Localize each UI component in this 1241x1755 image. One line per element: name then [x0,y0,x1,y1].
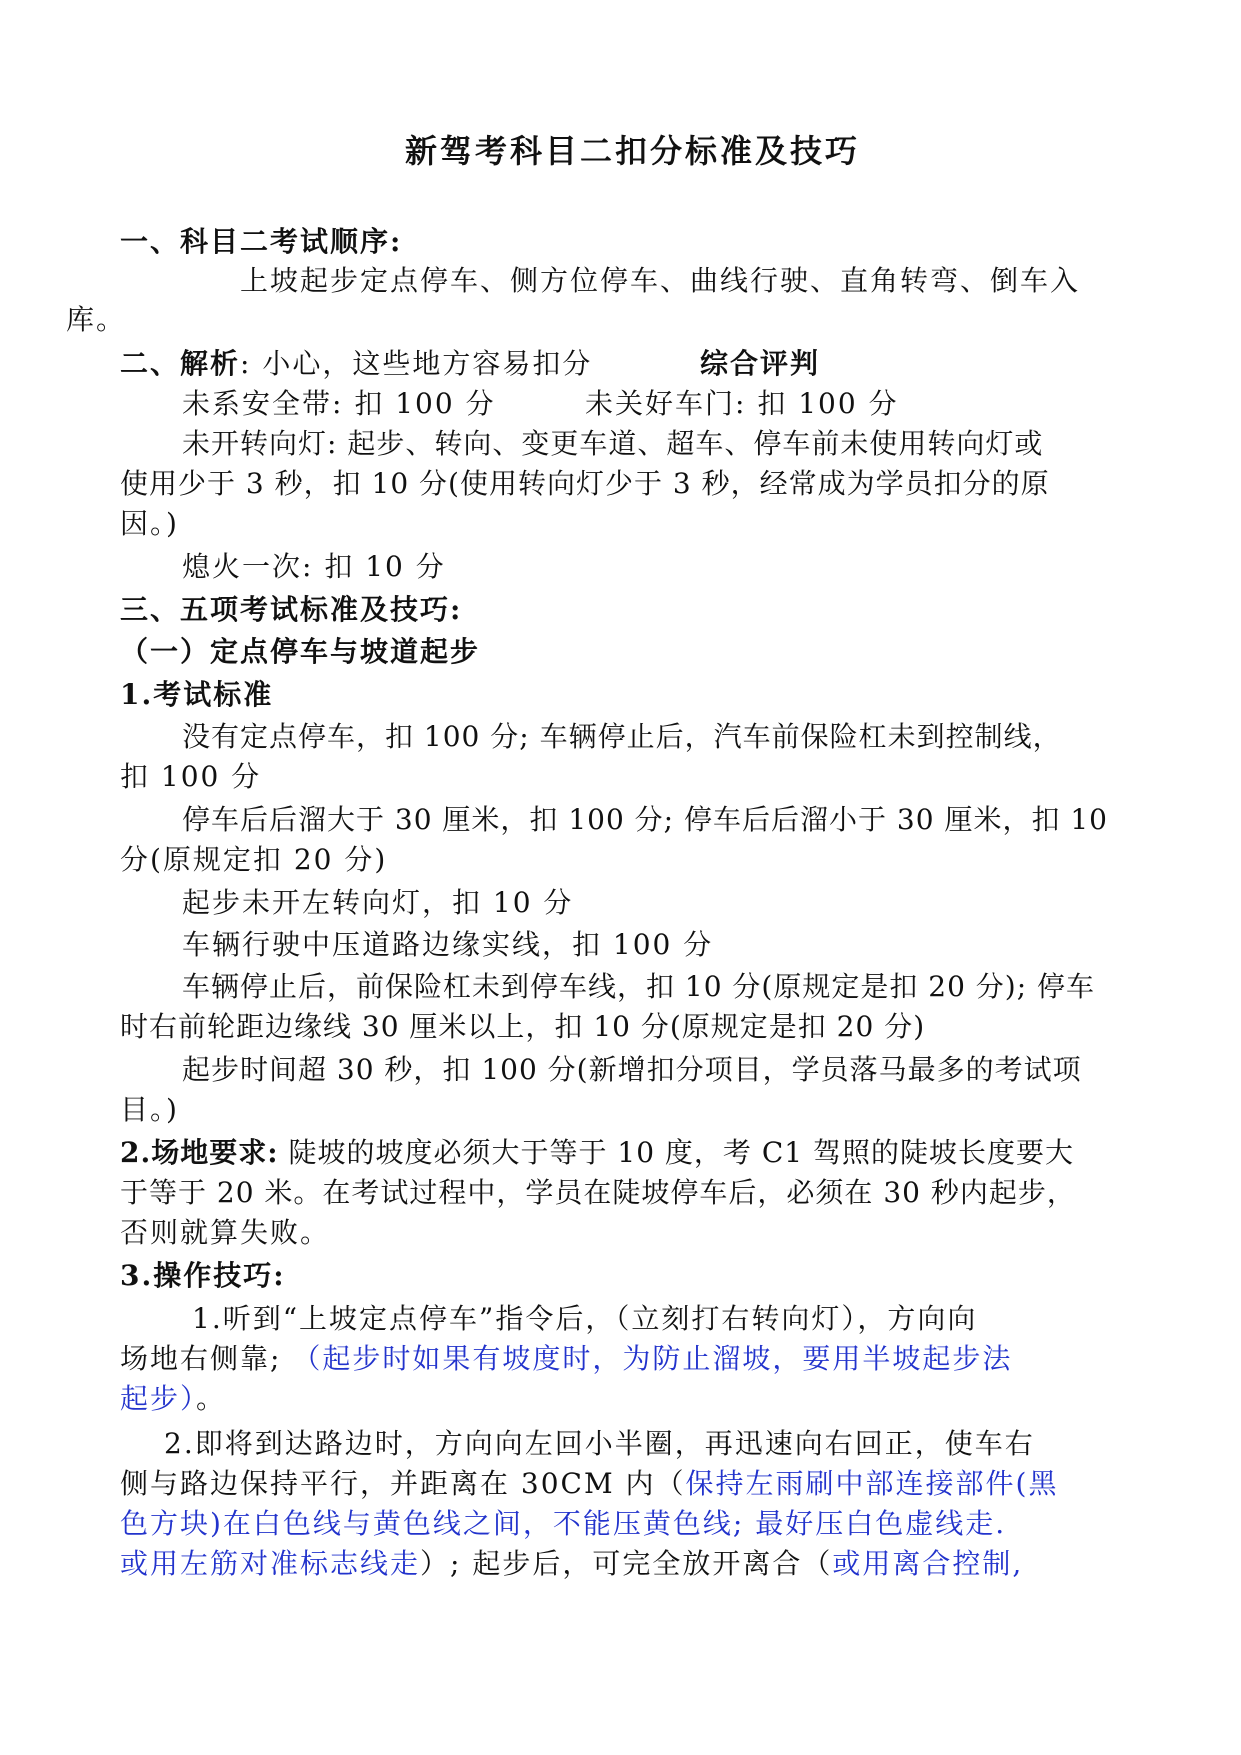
tip-2-highlight-cont: 色方块)在白色线与黄色线之间，不能压黄色线; 最好压白色虚线走. [120,1507,1007,1540]
section-3-heading: 三、五项考试标准及技巧: [120,593,463,626]
tip-1-highlight: （起步时如果有坡度时，为防止溜坡，要用半坡起步法 [292,1342,1013,1375]
tip-1-end [120,1379,226,1419]
page-title: 新驾考科目二扣分标准及技巧 [405,132,861,170]
section-1-heading: 一、科目二考试顺序: [120,225,403,258]
standard-item-1: 没有定点停车，扣 100 分; 车辆停止后，汽车前保险杠未到控制线， [182,720,1062,753]
tips-heading: 3.操作技巧: [120,1259,286,1292]
rule-door: 未关好车门: 扣 100 分 [585,387,899,420]
tip-2-highlight-b: 或用离合控制, [832,1547,1024,1580]
tip-2-text: 侧与路边保持平行，并距离在 30CM 内（ [120,1467,686,1500]
tip-1-cont [120,1339,1012,1379]
section-2-judge-label: 综合评判 [700,347,821,380]
section-1-text-cont: 库。 [66,303,127,336]
site-requirement-heading: 2.场地要求: [120,1136,279,1169]
site-requirement-end: 否则就算失败。 [120,1216,331,1249]
rule-seatbelt: 未系安全带: 扣 100 分 [182,387,496,420]
tip-1: 1.听到“上坡定点停车”指令后，（立刻打右转向灯），方向向 [192,1302,978,1335]
standard-item-6: 起步时间超 30 秒，扣 100 分(新增扣分项目，学员落马最多的考试项 [182,1053,1082,1086]
tip-2-end [120,1544,1023,1584]
standard-item-6-cont: 目。) [120,1093,179,1126]
tip-2-text-b: ）; 起步后，可完全放开离合（ [420,1547,833,1580]
tip-2: 2.即将到达路边时，方向向左回小半圈，再迅速向右回正，使车右 [164,1427,1035,1460]
tip-1-period: 。 [196,1382,227,1415]
exam-standard-heading: 1.考试标准 [120,678,274,711]
standard-item-5-cont: 时右前轮距边缘线 30 厘米以上，扣 10 分(原规定是扣 20 分) [120,1010,926,1043]
section-2-intro: : 小心，这些地方容易扣分 [240,347,593,380]
section-2-heading-line [120,344,592,384]
standard-item-5: 车辆停止后，前保险杠未到停车线，扣 10 分(原规定是扣 20 分); 停车 [182,970,1096,1003]
standard-item-3: 起步未开左转向灯，扣 10 分 [182,886,574,919]
tip-2-cont [120,1464,1058,1504]
site-requirement-line [120,1133,1074,1173]
tip-1-highlight-end: 起步） [120,1382,197,1415]
standard-item-4: 车辆行驶中压道路边缘实线，扣 100 分 [182,928,714,961]
standard-item-1-cont: 扣 100 分 [120,760,262,793]
rule-stall: 熄火一次: 扣 10 分 [182,550,446,583]
section-2-heading: 二、解析 [120,347,241,380]
site-requirement-text: 陡坡的坡度必须大于等于 10 度，考 C1 驾照的陡坡长度要大 [288,1136,1074,1169]
rule-signal: 未开转向灯: 起步、转向、变更车道、超车、停车前未使用转向灯或 [182,427,1044,460]
section-3-sub-1: （一）定点停车与坡道起步 [120,635,481,668]
tip-2-highlight-a: 或用左筋对准标志线走 [120,1547,421,1580]
site-requirement-cont: 于等于 20 米。在考试过程中，学员在陡坡停车后，必须在 30 秒内起步， [120,1176,1076,1209]
tip-2-highlight: 保持左雨刷中部连接部件(黑 [685,1467,1059,1500]
standard-item-2-cont: 分(原规定扣 20 分) [120,843,388,876]
rule-signal-cont: 使用少于 3 秒，扣 10 分(使用转向灯少于 3 秒，经常成为学员扣分的原 [120,467,1050,500]
rule-signal-end: 因。) [120,507,179,540]
standard-item-2: 停车后后溜大于 30 厘米，扣 100 分; 停车后后溜小于 30 厘米，扣 10 [182,803,1108,836]
tip-1-text: 场地右侧靠; [120,1342,282,1375]
section-1-text: 上坡起步定点停车、侧方位停车、曲线行驶、直角转弯、倒车入 [240,264,1081,297]
